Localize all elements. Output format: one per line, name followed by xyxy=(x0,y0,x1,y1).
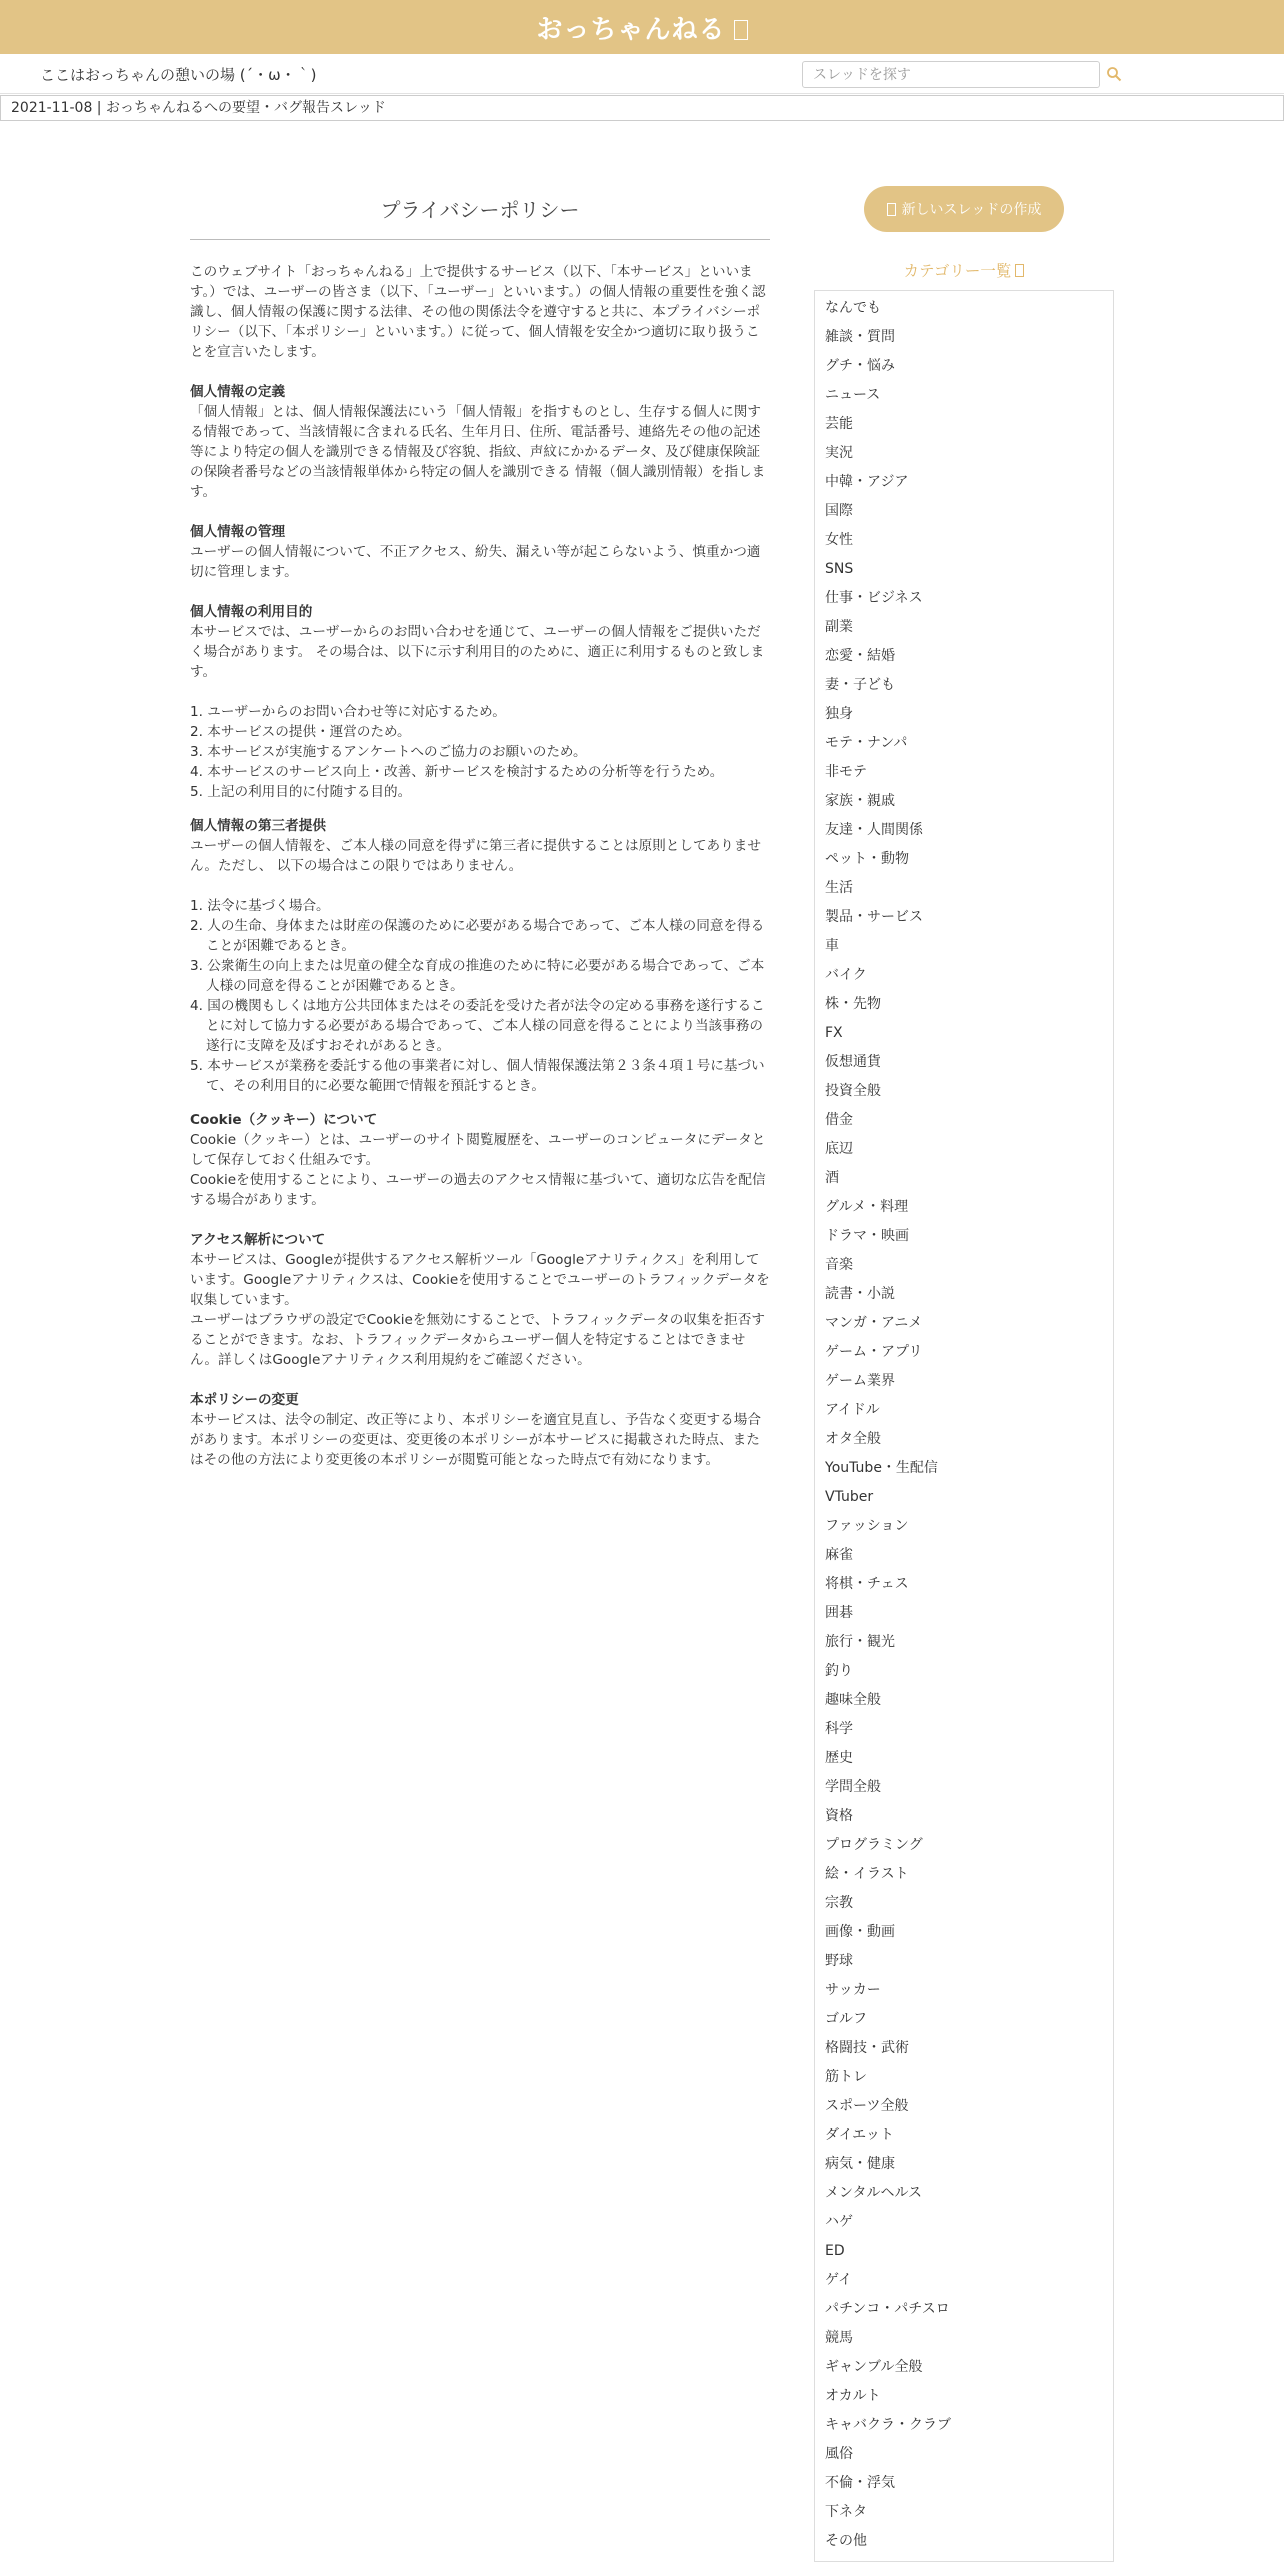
category-link[interactable]: 恋愛・結婚 xyxy=(825,648,895,664)
category-link[interactable]: 不倫・浮気 xyxy=(825,2475,895,2491)
category-link[interactable]: 筋トレ xyxy=(825,2069,867,2085)
list-item: 2. 本サービスの提供・運営のため。 xyxy=(190,724,411,740)
list-item: 5. 上記の利用目的に付随する目的。 xyxy=(190,784,412,800)
category-link[interactable]: 格闘技・武術 xyxy=(825,2040,909,2056)
category-link[interactable]: VTuber xyxy=(825,1489,874,1505)
category-link[interactable]: サッカー xyxy=(825,1982,881,1998)
policy-intro: このウェブサイト「おっちゃんねる」上で提供するサービス（以下、「本サービス」といいます。）では、ユーザーの皆さま（以下、「ユーザー」といいます。）の個人情報の重要性を強く認識し、個人情報の保護に関する法律、その他の関係法令を遵守すると共に、本プライバシーポリシー（以下、「本ポリシー」といいます。）に従って、個人情報を安全かつ適切に取り扱うことを宣言いたします。 xyxy=(190,264,766,360)
category-link[interactable]: ダイエット xyxy=(825,2127,894,2143)
category-link[interactable]: 実況 xyxy=(825,445,853,461)
section-body: ユーザーの個人情報を、ご本人様の同意を得ずに第三者に提供することは原則としてありません。ただし、 以下の場合はこの限りではありません。 xyxy=(190,838,761,874)
category-link[interactable]: キャバクラ・クラブ xyxy=(825,2417,951,2433)
section-body: 本サービスは、法令の制定、改正等により、本ポリシーを適宜見直し、予告なく変更する場合があります。本ポリシーの変更は、変更後の本ポリシーが本サービスに掲載された時点、またはその他の方法により変更後の本ポリシーが閲覧可能となった時点で有効になります。 xyxy=(190,1412,761,1468)
category-link[interactable]: 雑談・質問 xyxy=(825,329,895,345)
category-link[interactable]: 国際 xyxy=(825,503,853,519)
category-link[interactable]: ドラマ・映画 xyxy=(825,1228,909,1244)
category-link[interactable]: なんでも xyxy=(825,300,881,316)
category-link[interactable]: 資格 xyxy=(825,1808,853,1824)
category-link[interactable]: マンガ・アニメ xyxy=(825,1315,923,1331)
search-input[interactable] xyxy=(802,61,1100,88)
category-link[interactable]: 野球 xyxy=(825,1953,853,1969)
section-cookie xyxy=(190,1110,770,1210)
section-heading: Cookie（クッキー）について xyxy=(190,1112,378,1128)
category-link[interactable]: 友達・人間関係 xyxy=(825,822,923,838)
category-link[interactable]: 科学 xyxy=(825,1721,853,1737)
category-heading xyxy=(814,259,1114,281)
category-link[interactable]: 株・先物 xyxy=(825,996,881,1012)
missing-glyph-icon xyxy=(887,203,896,216)
new-thread-button[interactable] xyxy=(864,186,1064,232)
category-link[interactable]: ギャンブル全般 xyxy=(825,2359,923,2375)
category-link[interactable]: 妻・子ども xyxy=(825,677,895,693)
category-heading-text: カテゴリー一覧 xyxy=(903,262,1012,280)
category-link[interactable]: パチンコ・パチスロ xyxy=(825,2301,950,2317)
category-link[interactable]: 車 xyxy=(825,938,839,954)
category-link[interactable]: ゲーム業界 xyxy=(825,1373,895,1389)
category-link[interactable]: 製品・サービス xyxy=(825,909,923,925)
missing-glyph-icon xyxy=(1015,264,1024,277)
category-link[interactable]: 風俗 xyxy=(825,2446,853,2462)
category-link[interactable]: 中韓・アジア xyxy=(825,474,909,490)
list-item: 5. 本サービスが業務を委託する他の事業者に対し、個人情報保護法第２３条４項１号に基づいて、その利用目的に必要な範囲で情報を預託するとき。 xyxy=(190,1058,765,1094)
section-third-party xyxy=(190,816,770,876)
category-link[interactable]: 生活 xyxy=(825,880,853,896)
section-body: Cookieを使用することにより、ユーザーの過去のアクセス情報に基づいて、適切な広告を配信する場合があります。 xyxy=(190,1172,766,1208)
category-link[interactable]: 将棋・チェス xyxy=(825,1576,909,1592)
category-link[interactable]: 学問全般 xyxy=(825,1779,881,1795)
category-link[interactable]: 家族・親戚 xyxy=(825,793,895,809)
category-link[interactable]: 投資全般 xyxy=(825,1083,881,1099)
category-link[interactable]: 旅行・観光 xyxy=(825,1634,895,1650)
category-link[interactable]: 読書・小説 xyxy=(825,1286,895,1302)
section-body: 本サービスでは、ユーザーからのお問い合わせを通じて、ユーザーの個人情報をご提供いただく場合があります。 その場合は、以下に示す利用目的のために、適正に利用するものと致します。 xyxy=(190,624,765,680)
section-change xyxy=(190,1390,770,1470)
category-link[interactable]: メンタルヘルス xyxy=(825,2185,923,2201)
section-body: 本サービスは、Googleが提供するアクセス解析ツール「Googleアナリティクス」を利用しています。Googleアナリティクスは、Cookieを使用することでユーザーのトラフィックデータを収集しています。 xyxy=(190,1252,770,1308)
list-item: 3. 公衆衛生の向上または児童の健全な育成の推進のために特に必要がある場合であって、ご本人様の同意を得ることが困難であるとき。 xyxy=(190,958,765,994)
list-item: 2. 人の生命、身体または財産の保護のために必要がある場合であって、ご本人様の同意を得ることが困難であるとき。 xyxy=(190,918,765,954)
list-item: 4. 本サービスのサービス向上・改善、新サービスを検討するための分析等を行うため。 xyxy=(190,764,724,780)
third-party-list xyxy=(190,896,770,1096)
site-title: おっちゃんねる xyxy=(536,14,726,45)
category-link[interactable]: 女性 xyxy=(825,532,853,548)
section-heading: 個人情報の管理 xyxy=(190,524,286,540)
new-thread-label: 新しいスレッドの作成 xyxy=(901,201,1042,217)
section-heading: 個人情報の第三者提供 xyxy=(190,818,326,834)
category-link[interactable]: オカルト xyxy=(825,2388,881,2404)
section-heading: アクセス解析について xyxy=(190,1232,326,1248)
category-link[interactable]: 借金 xyxy=(825,1112,853,1128)
category-link[interactable]: 絵・イラスト xyxy=(825,1866,909,1882)
list-item: 3. 本サービスが実施するアンケートへのご協力のお願いのため。 xyxy=(190,744,587,760)
category-link[interactable]: ニュース xyxy=(825,387,881,403)
category-link[interactable]: 芸能 xyxy=(825,416,853,432)
site-header xyxy=(0,0,1284,54)
category-link[interactable]: スポーツ全般 xyxy=(825,2098,909,2114)
section-body: Cookie（クッキー）とは、ユーザーのサイト閲覧履歴を、ユーザーのコンピュータにデータとして保存しておく仕組みです。 xyxy=(190,1132,766,1168)
tagline: ここはおっちゃんの憩いの場 (´・ω・｀) xyxy=(40,66,317,84)
category-link[interactable]: 仮想通貨 xyxy=(825,1054,881,1070)
category-link[interactable]: プログラミング xyxy=(825,1837,923,1853)
category-link[interactable]: ゴルフ xyxy=(825,2011,867,2027)
list-item: 4. 国の機関もしくは地方公共団体またはその委託を受けた者が法令の定める事務を遂行することに対して協力する必要がある場合であって、ご本人様の同意を得ることにより当該事務の遂行に支障を及ぼすおそれがあるとき。 xyxy=(190,998,765,1054)
category-link[interactable]: ED xyxy=(825,2243,845,2259)
list-item: 1. 法令に基づく場合。 xyxy=(190,898,330,914)
missing-glyph-icon xyxy=(734,20,748,40)
category-link[interactable]: ファッション xyxy=(825,1518,909,1534)
section-management xyxy=(190,522,770,582)
section-analytics xyxy=(190,1230,770,1370)
search-icon[interactable] xyxy=(1106,66,1122,82)
category-link[interactable]: ゲーム・アプリ xyxy=(825,1344,923,1360)
category-link[interactable]: 独身 xyxy=(825,706,853,722)
category-link[interactable]: アイドル xyxy=(825,1402,880,1418)
list-item: 1. ユーザーからのお問い合わせ等に対応するため。 xyxy=(190,704,506,720)
category-link[interactable]: 趣味全般 xyxy=(825,1692,881,1708)
category-link[interactable]: ペット・動物 xyxy=(825,851,909,867)
policy-content xyxy=(190,190,770,1490)
category-link[interactable]: ハゲ xyxy=(825,2214,853,2230)
purpose-list xyxy=(190,702,770,802)
category-link[interactable]: SNS xyxy=(825,561,854,577)
category-link[interactable]: 麻雀 xyxy=(825,1547,853,1563)
category-link[interactable]: 仕事・ビジネス xyxy=(825,590,923,606)
section-heading: 個人情報の定義 xyxy=(190,384,286,400)
section-body: ユーザーの個人情報について、不正アクセス、紛失、漏えい等が起こらないよう、慎重かつ適切に管理します。 xyxy=(190,544,761,580)
category-link[interactable]: グチ・悩み xyxy=(825,358,895,374)
category-link[interactable]: FX xyxy=(825,1025,843,1041)
category-link[interactable]: ゲイ xyxy=(825,2272,853,2288)
category-link[interactable]: 画像・動画 xyxy=(825,1924,895,1940)
section-heading: 個人情報の利用目的 xyxy=(190,604,313,620)
section-heading: 本ポリシーの変更 xyxy=(190,1392,299,1408)
section-purpose xyxy=(190,602,770,682)
category-link[interactable]: 下ネタ xyxy=(825,2504,867,2520)
category-link[interactable]: 囲碁 xyxy=(825,1605,853,1621)
category-link[interactable]: モテ・ナンパ xyxy=(825,735,908,751)
site-title-link[interactable] xyxy=(536,9,747,46)
category-link[interactable]: 競馬 xyxy=(825,2330,853,2346)
category-link[interactable]: 音楽 xyxy=(825,1257,853,1273)
notice-link[interactable]: 2021-11-08 | おっちゃんねるへの要望・バグ報告スレッド xyxy=(0,95,1284,121)
category-link[interactable]: 釣り xyxy=(825,1663,853,1679)
sub-bar xyxy=(0,54,1284,94)
category-link[interactable]: 宗教 xyxy=(825,1895,853,1911)
category-link[interactable]: 病気・健康 xyxy=(825,2156,895,2172)
category-link[interactable]: 歴史 xyxy=(825,1750,853,1766)
section-definition xyxy=(190,382,770,502)
category-link[interactable]: 酒 xyxy=(825,1170,839,1186)
category-link[interactable]: 非モテ xyxy=(825,764,867,780)
category-link[interactable]: バイク xyxy=(825,967,867,983)
category-list xyxy=(814,290,1114,2562)
section-body: ユーザーはブラウザの設定でCookieを無効にすることで、トラフィックデータの収集を拒否することができます。なお、トラフィックデータからユーザー個人を特定することはできません。詳しくはGoogleアナリティクス利用規約をご確認ください。 xyxy=(190,1312,765,1368)
category-link[interactable]: その他 xyxy=(825,2533,867,2549)
section-body: 「個人情報」とは、個人情報保護法にいう「個人情報」を指すものとし、生存する個人に関する情報であって、当該情報に含まれる氏名、生年月日、住所、電話番号、連絡先その他の記述等により特定の個人を識別できる情報及び容貌、指紋、声紋にかかるデータ、及び健康保険証の保険者番号などの当該情報単体から特定の個人を識別できる 情報（個人識別情報）を指します。 xyxy=(190,404,766,500)
category-link[interactable]: 底辺 xyxy=(825,1141,853,1157)
category-link[interactable]: YouTube・生配信 xyxy=(825,1460,938,1476)
category-link[interactable]: 副業 xyxy=(825,619,853,635)
page-title: プライバシーポリシー xyxy=(190,190,770,240)
category-link[interactable]: グルメ・料理 xyxy=(825,1199,909,1215)
category-link[interactable]: オタ全般 xyxy=(825,1431,881,1447)
